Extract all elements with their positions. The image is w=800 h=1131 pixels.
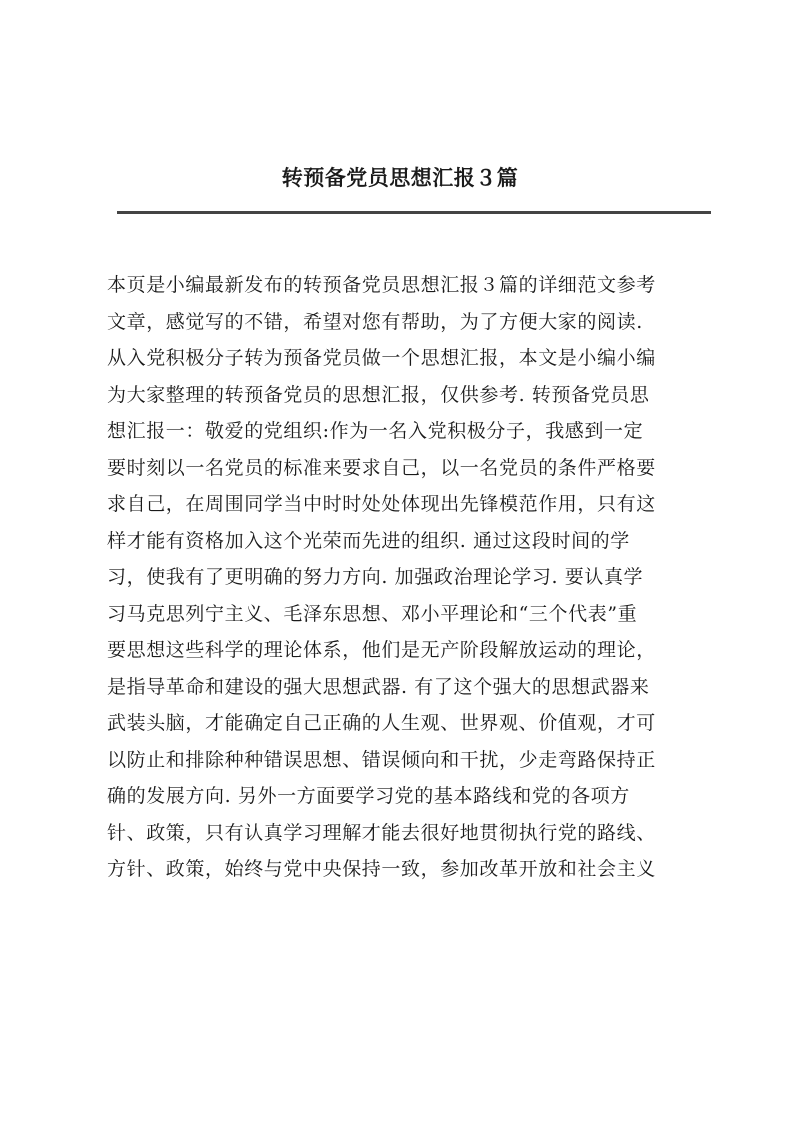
body-line: 求自己，在周围同学当中时时处处体现出先锋模范作用，只有这 bbox=[107, 493, 656, 515]
body-line: 方针、政策，始终与党中央保持一致，参加改革开放和社会主义 bbox=[107, 858, 656, 880]
body-line: 以防止和排除种种错误思想、错误倾向和干扰，少走弯路保持正 bbox=[107, 748, 656, 771]
document-title: 转预备党员思想汇报３篇 bbox=[281, 165, 519, 190]
body-line: 武装头脑，才能确定自己正确的人生观、世界观、价值观，才可 bbox=[107, 712, 656, 734]
body-line: 本页是小编最新发布的转预备党员思想汇报３篇的详细范文参考 bbox=[107, 274, 656, 296]
body-line: 习，使我有了更明确的努力方向. 加强政治理论学习. 要认真学 bbox=[107, 566, 644, 588]
body-line: 针、政策，只有认真学习理解才能去很好地贯彻执行党的路线、 bbox=[107, 821, 656, 844]
body-line: 想汇报一：敬爱的党组织:作为一名入党积极分子，我感到一定 bbox=[107, 420, 644, 442]
body-line: 是指导革命和建设的强大思想武器. 有了这个强大的思想武器来 bbox=[107, 675, 650, 698]
body-line: 从入党积极分子转为预备党员做一个思想汇报，本文是小编小编 bbox=[107, 347, 656, 369]
body-line: 样才能有资格加入这个光荣而先进的组织. 通过这段时间的学 bbox=[107, 529, 630, 552]
body-line: 文章，感觉写的不错，希望对您有帮助，为了方便大家的阅读. bbox=[107, 310, 643, 333]
body-text bbox=[107, 267, 717, 888]
body-line: 为大家整理的转预备党员的思想汇报，仅供参考. 转预备党员思 bbox=[107, 383, 650, 406]
body-line: 确的发展方向. 另外一方面要学习党的基本路线和党的各项方 bbox=[107, 785, 630, 807]
body-line: 要时刻以一名党员的标准来要求自己，以一名党员的条件严格要 bbox=[107, 456, 656, 479]
body-line: 习马克思列宁主义、毛泽东思想、邓小平理论和“三个代表”重 bbox=[107, 602, 638, 625]
title-divider bbox=[117, 211, 711, 214]
body-line: 要思想这些科学的理论体系，他们是无产阶段解放运动的理论， bbox=[107, 639, 656, 661]
